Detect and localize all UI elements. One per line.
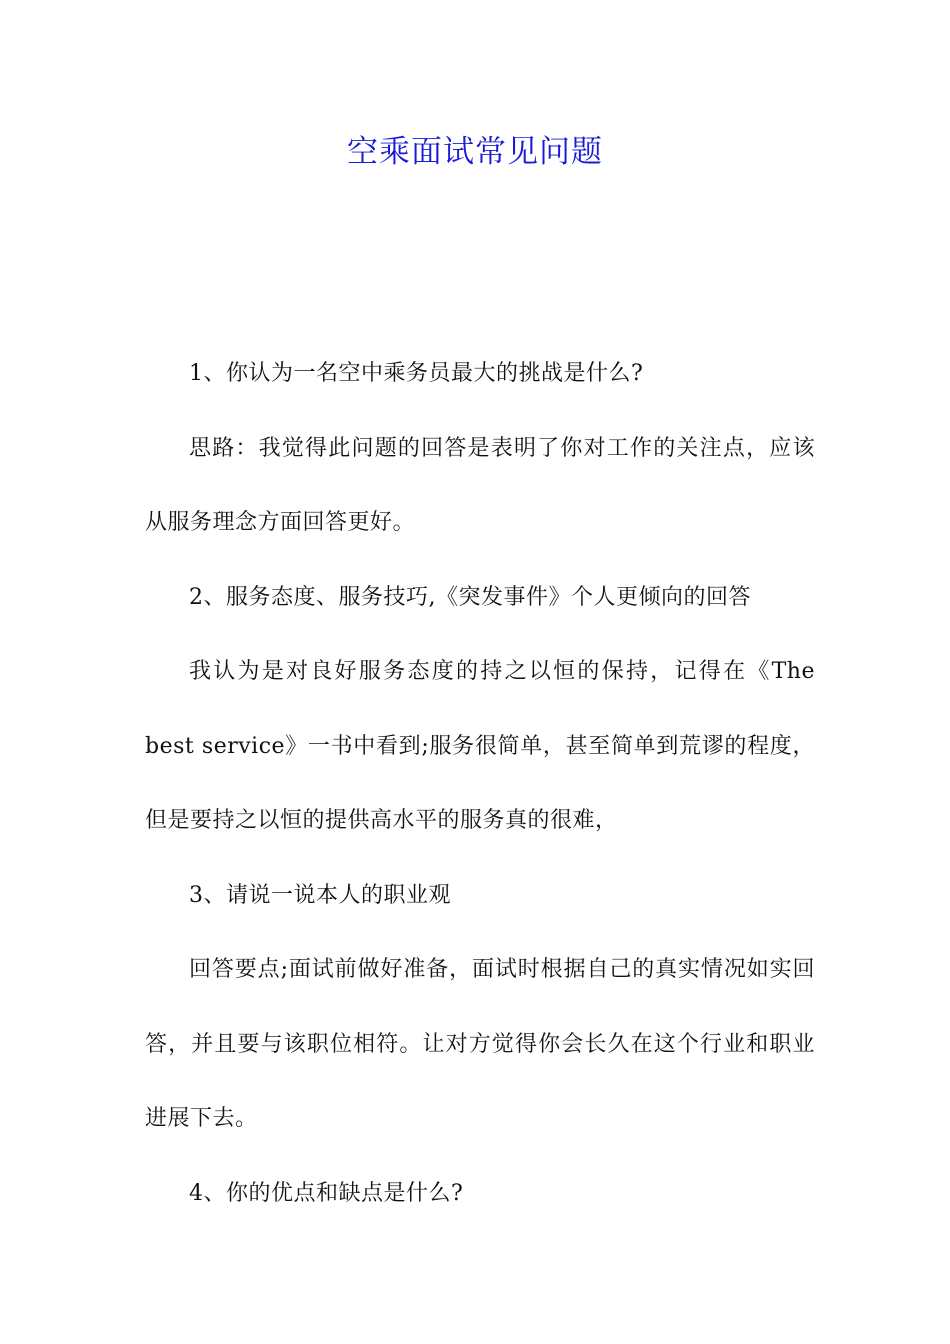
question-4: 4、你的优点和缺点是什么?	[189, 1180, 464, 1206]
question-2: 2、服务态度、服务技巧,《突发事件》个人更倾向的回答	[189, 584, 751, 610]
page-title: 空乘面试常见问题	[347, 134, 603, 170]
document-body	[145, 337, 815, 1231]
question-3: 3、请说一说本人的职业观	[189, 882, 451, 908]
question-1: 1、你认为一名空中乘务员最大的挑战是什么?	[189, 361, 644, 386]
answer-2: 我认为是对良好服务态度的持之以恒的保持，记得在《The best service》一书中看到;服务很简单，甚至简单到荒谬的程度，但是要持之以恒的提供高水平的服务真的很难，	[145, 659, 815, 833]
answer-1: 思路：我觉得此问题的回答是表明了你对工作的关注点，应该从服务理念方面回答更好。	[145, 435, 815, 535]
answer-3: 回答要点;面试前做好准备，面试时根据自己的真实情况如实回答，并且要与该职位相符。让对方觉得你会长久在这个行业和职业进展下去。	[145, 957, 815, 1131]
